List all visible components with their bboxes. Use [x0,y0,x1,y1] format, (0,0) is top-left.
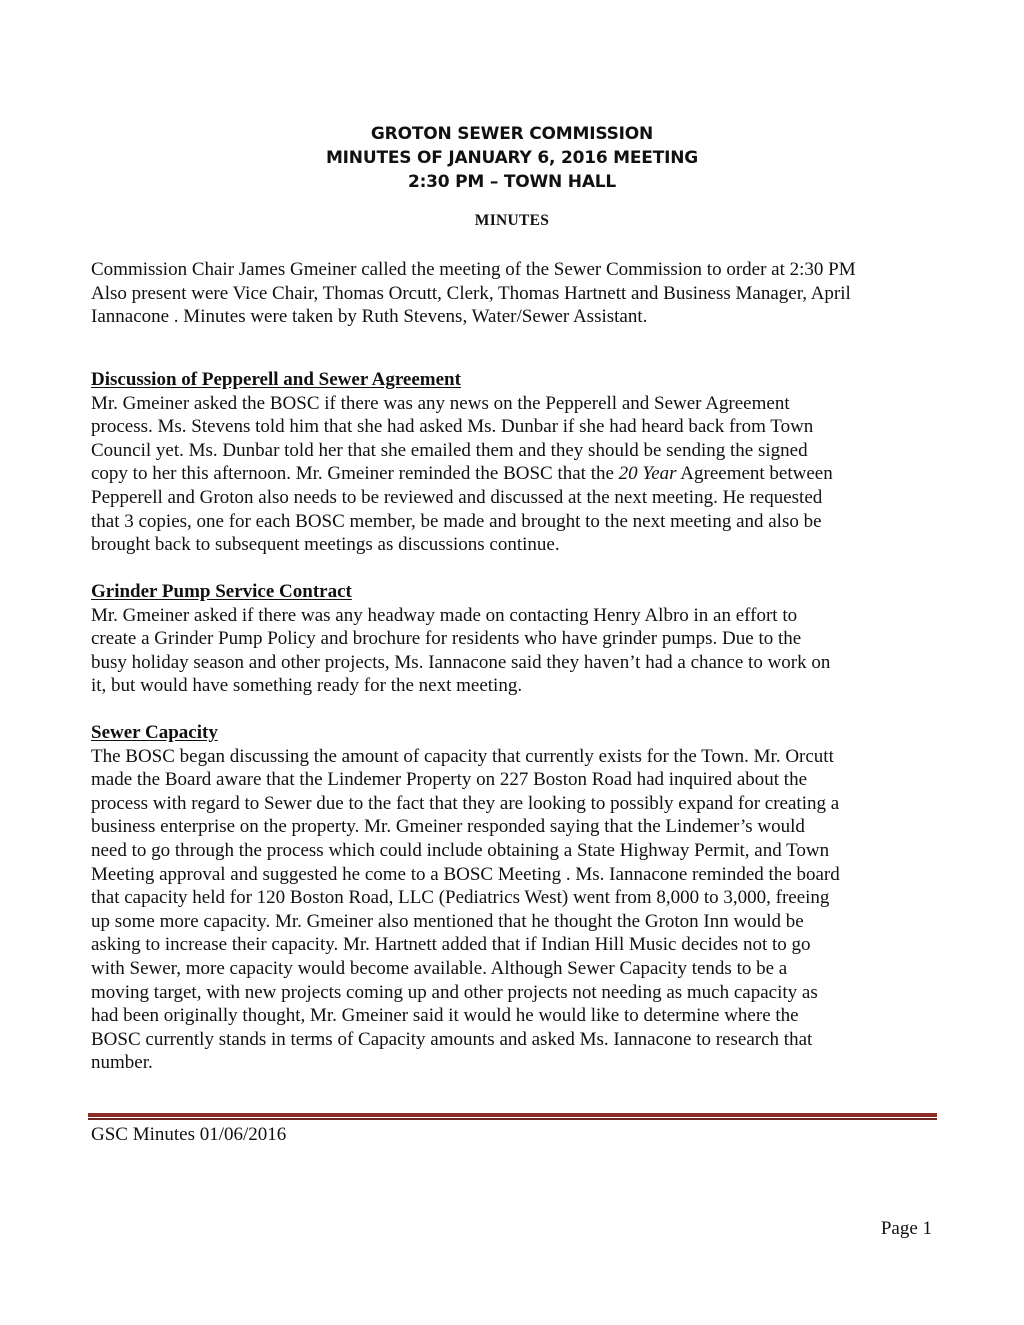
section-line: made the Board aware that the Lindemer Property on 227 Boston Road had inquired about the [91,769,808,791]
section-line [91,462,941,486]
section-line: asking to increase their capacity. Mr. Hartnett added that if Indian Hill Music decides not to go [91,934,811,956]
italic-text: 20 Year [618,463,677,485]
section-line: Mr. Gmeiner asked if there was any headway made on contacting Henry Albro in an effort to [91,604,798,626]
header-meeting-date: MINUTES OF JANUARY 6, 2016 MEETING [325,148,699,168]
section-line: number. [91,1052,153,1074]
line-text: Agreement between [676,463,833,485]
section-heading: Sewer Capacity [91,722,218,743]
section-line: Council yet. Ms. Dunbar told her that she emailed them and they should be sending the signed [91,439,808,461]
section-sewer-capacity [91,721,941,1075]
footer-divider [88,1113,937,1120]
section-grinder-pump [91,580,941,698]
intro-line: Commission Chair James Gmeiner called the meeting of the Sewer Commission to order at 2:30 PM [91,259,856,280]
section-line: brought back to subsequent meetings as discussions continue. [91,534,560,556]
header-time-location: 2:30 PM – TOWN HALL [407,172,617,192]
document-header [0,122,1024,194]
section-line: Pepperell and Groton also needs to be reviewed and discussed at the next meeting. He requested [91,486,823,508]
footer-label: GSC Minutes 01/06/2016 [91,1124,287,1145]
section-line: it, but would have something ready for the next meeting. [91,675,523,697]
section-line: busy holiday season and other projects, Ms. Iannacone said they haven’t had a chance to work on [91,651,831,673]
intro-line: Iannacone . Minutes were taken by Ruth Stevens, Water/Sewer Assistant. [91,306,648,328]
intro-paragraph [91,258,941,329]
section-heading: Grinder Pump Service Contract [91,581,352,602]
section-line: process with regard to Sewer due to the fact that they are looking to possibly expand for creating a [91,792,840,814]
section-line: that capacity held for 120 Boston Road, LLC (Pediatrics West) went from 8,000 to 3,000, freeing [91,887,830,909]
section-line: business enterprise on the property. Mr. Gmeiner responded saying that the Lindemer’s would [91,816,805,838]
line-text: copy to her this afternoon. Mr. Gmeiner reminded the BOSC that the [91,463,619,485]
minutes-subheading: MINUTES [474,212,550,229]
section-line: process. Ms. Stevens told him that she had asked Ms. Dunbar if she had heard back from Town [91,416,814,438]
section-line: need to go through the process which could include obtaining a State Highway Permit, and Town [91,839,830,861]
section-line: had been originally thought, Mr. Gmeiner said it would he would like to determine where the [91,1005,799,1027]
section-line: with Sewer, more capacity would become available. Although Sewer Capacity tends to be a [91,957,788,979]
section-line: BOSC currently stands in terms of Capacity amounts and asked Ms. Iannacone to research that [91,1028,813,1050]
section-line: Meeting approval and suggested he come to a BOSC Meeting . Ms. Iannacone reminded the board [91,863,840,885]
section-line: that 3 copies, one for each BOSC member, be made and brought to the next meeting and also be [91,510,822,532]
section-pepperell-agreement [91,368,941,557]
section-line: The BOSC began discussing the amount of capacity that currently exists for the Town. Mr. Orcutt [91,745,834,767]
section-heading: Discussion of Pepperell and Sewer Agreement [91,369,461,390]
section-line: up some more capacity. Mr. Gmeiner also mentioned that he thought the Groton Inn would be [91,910,804,932]
page-number: Page 1 [880,1218,932,1239]
header-title: GROTON SEWER COMMISSION [370,124,654,144]
intro-line: Also present were Vice Chair, Thomas Orcutt, Clerk, Thomas Hartnett and Business Manager, April [91,282,851,304]
section-line: moving target, with new projects coming up and other projects not needing as much capacity as [91,981,818,1003]
section-line: create a Grinder Pump Policy and brochure for residents who have grinder pumps. Due to the [91,628,802,650]
section-line: Mr. Gmeiner asked the BOSC if there was any news on the Pepperell and Sewer Agreement [91,392,790,414]
